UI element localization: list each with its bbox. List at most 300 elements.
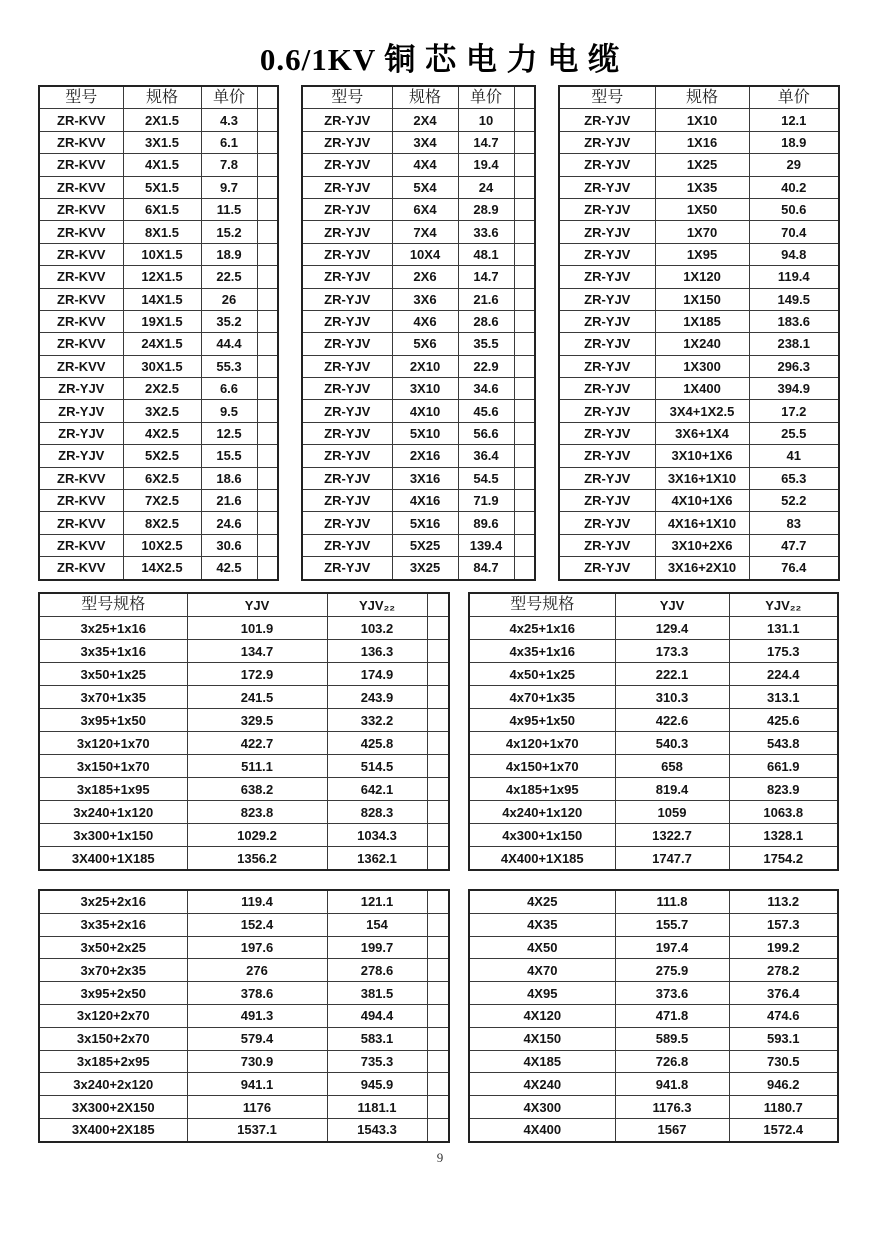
empty-cell bbox=[514, 355, 535, 377]
empty-cell bbox=[514, 154, 535, 176]
table-row bbox=[469, 732, 838, 755]
cell: 3x35+2x16 bbox=[39, 913, 187, 936]
cell: 735.3 bbox=[327, 1050, 427, 1073]
cell: 4X16+1X10 bbox=[655, 512, 749, 534]
cell: 4X400 bbox=[469, 1118, 615, 1141]
cell: 373.6 bbox=[615, 982, 729, 1005]
table-row bbox=[39, 176, 278, 198]
cell: 14X2.5 bbox=[123, 557, 201, 580]
cell: 5X6 bbox=[392, 333, 458, 355]
cell: 5X2.5 bbox=[123, 445, 201, 467]
table-row bbox=[39, 131, 278, 153]
cell: 121.1 bbox=[327, 890, 427, 913]
cell: 3x70+1x35 bbox=[39, 686, 187, 709]
table-row bbox=[469, 801, 838, 824]
cell: 1567 bbox=[615, 1118, 729, 1141]
cell: 1059 bbox=[615, 801, 729, 824]
empty-cell bbox=[514, 176, 535, 198]
empty-cell bbox=[514, 378, 535, 400]
cell: 589.5 bbox=[615, 1027, 729, 1050]
column-header: 规格 bbox=[655, 86, 749, 109]
cell: 3x120+1x70 bbox=[39, 732, 187, 755]
cell: 3X6+1X4 bbox=[655, 422, 749, 444]
table-row bbox=[559, 378, 839, 400]
table-row bbox=[39, 709, 449, 732]
table-row bbox=[39, 1050, 449, 1073]
cell: 638.2 bbox=[187, 778, 327, 801]
table-row bbox=[302, 154, 535, 176]
cell: 9.5 bbox=[201, 400, 257, 422]
cell: 1X400 bbox=[655, 378, 749, 400]
table-row bbox=[302, 198, 535, 220]
cell: 823.8 bbox=[187, 801, 327, 824]
cell: 136.3 bbox=[327, 640, 427, 663]
cell: 4X1.5 bbox=[123, 154, 201, 176]
table-row bbox=[469, 847, 838, 871]
cell: 275.9 bbox=[615, 959, 729, 982]
empty-cell bbox=[514, 534, 535, 556]
empty-cell bbox=[427, 1027, 449, 1050]
cell: 278.2 bbox=[729, 959, 838, 982]
cell: ZR-YJV bbox=[559, 198, 655, 220]
empty-cell bbox=[427, 982, 449, 1005]
cell: 658 bbox=[615, 755, 729, 778]
table-row bbox=[39, 378, 278, 400]
cell: 1034.3 bbox=[327, 824, 427, 847]
cell: 157.3 bbox=[729, 913, 838, 936]
cell: 1029.2 bbox=[187, 824, 327, 847]
cell: 154 bbox=[327, 913, 427, 936]
cell: ZR-YJV bbox=[302, 266, 392, 288]
empty-cell bbox=[514, 445, 535, 467]
cell: 3X300+2X150 bbox=[39, 1096, 187, 1119]
cell: 30X1.5 bbox=[123, 355, 201, 377]
empty-cell bbox=[427, 959, 449, 982]
cell: 5X4 bbox=[392, 176, 458, 198]
table-row bbox=[469, 686, 838, 709]
empty-cell bbox=[427, 778, 449, 801]
page-title: 0.6/1KV 铜 芯 电 力 电 缆 bbox=[259, 42, 621, 77]
empty-cell bbox=[257, 445, 278, 467]
empty-cell bbox=[427, 640, 449, 663]
table-row bbox=[39, 755, 449, 778]
table-row bbox=[39, 310, 278, 332]
empty-cell bbox=[514, 422, 535, 444]
cell: 1543.3 bbox=[327, 1118, 427, 1141]
column-header: 型号规格 bbox=[469, 593, 615, 617]
cell: 4x95+1x50 bbox=[469, 709, 615, 732]
table-row bbox=[39, 355, 278, 377]
cell: ZR-YJV bbox=[302, 243, 392, 265]
cell: 197.6 bbox=[187, 936, 327, 959]
cell: 14X1.5 bbox=[123, 288, 201, 310]
cell: 42.5 bbox=[201, 557, 257, 580]
cell: 4x150+1x70 bbox=[469, 755, 615, 778]
empty-cell bbox=[427, 732, 449, 755]
cell: 12.5 bbox=[201, 422, 257, 444]
yjv-price-tables-section-2 bbox=[38, 889, 839, 1143]
table-row bbox=[39, 890, 449, 913]
empty-cell bbox=[257, 109, 278, 131]
cell: 2X2.5 bbox=[123, 378, 201, 400]
cell: 83 bbox=[749, 512, 839, 534]
empty-cell bbox=[257, 131, 278, 153]
cell: 199.7 bbox=[327, 936, 427, 959]
cell: 1X70 bbox=[655, 221, 749, 243]
cell: 4X70 bbox=[469, 959, 615, 982]
cell: 71.9 bbox=[458, 490, 514, 512]
cell: 24.6 bbox=[201, 512, 257, 534]
column-header: YJV bbox=[187, 593, 327, 617]
price-table-3core-plus-2 bbox=[38, 889, 450, 1143]
table-row bbox=[469, 936, 838, 959]
table-row bbox=[469, 982, 838, 1005]
cell: 45.6 bbox=[458, 400, 514, 422]
table-row bbox=[39, 801, 449, 824]
table-row bbox=[39, 198, 278, 220]
cell: 2X10 bbox=[392, 355, 458, 377]
cell: 94.8 bbox=[749, 243, 839, 265]
table-row bbox=[302, 422, 535, 444]
cell: 89.6 bbox=[458, 512, 514, 534]
cell: 19.4 bbox=[458, 154, 514, 176]
cell: 3x185+2x95 bbox=[39, 1050, 187, 1073]
table-row bbox=[469, 824, 838, 847]
column-header: 型号规格 bbox=[39, 593, 187, 617]
cell: ZR-YJV bbox=[559, 490, 655, 512]
table-row bbox=[39, 617, 449, 640]
table-row bbox=[559, 534, 839, 556]
cell: ZR-YJV bbox=[559, 131, 655, 153]
cell: 28.6 bbox=[458, 310, 514, 332]
table-row bbox=[559, 221, 839, 243]
cell: 3x300+1x150 bbox=[39, 824, 187, 847]
cell: 4X10+1X6 bbox=[655, 490, 749, 512]
cell: 579.4 bbox=[187, 1027, 327, 1050]
table-row bbox=[302, 467, 535, 489]
column-header: YJV₂₂ bbox=[327, 593, 427, 617]
cell: 54.5 bbox=[458, 467, 514, 489]
cell: 131.1 bbox=[729, 617, 838, 640]
cell: ZR-YJV bbox=[559, 557, 655, 580]
cell: ZR-YJV bbox=[302, 400, 392, 422]
cell: ZR-YJV bbox=[302, 445, 392, 467]
table-row bbox=[39, 982, 449, 1005]
cell: 65.3 bbox=[749, 467, 839, 489]
cell: 4X300 bbox=[469, 1096, 615, 1119]
table-row bbox=[469, 755, 838, 778]
cell: ZR-YJV bbox=[302, 422, 392, 444]
table-row bbox=[302, 176, 535, 198]
cell: ZR-KVV bbox=[39, 512, 123, 534]
empty-cell bbox=[257, 86, 278, 109]
cell: 33.6 bbox=[458, 221, 514, 243]
cell: 3X10 bbox=[392, 378, 458, 400]
table-row bbox=[302, 109, 535, 131]
cell: 10 bbox=[458, 109, 514, 131]
cell: ZR-YJV bbox=[559, 467, 655, 489]
cell: ZR-YJV bbox=[559, 355, 655, 377]
table-row bbox=[559, 445, 839, 467]
cell: ZR-YJV bbox=[302, 355, 392, 377]
cell: 6.6 bbox=[201, 378, 257, 400]
cell: 471.8 bbox=[615, 1004, 729, 1027]
cell: 540.3 bbox=[615, 732, 729, 755]
cell: 1X25 bbox=[655, 154, 749, 176]
cell: 1537.1 bbox=[187, 1118, 327, 1141]
empty-cell bbox=[257, 288, 278, 310]
cell: 332.2 bbox=[327, 709, 427, 732]
cell: 172.9 bbox=[187, 663, 327, 686]
empty-cell bbox=[427, 801, 449, 824]
empty-cell bbox=[514, 109, 535, 131]
cell: 22.9 bbox=[458, 355, 514, 377]
cell: 376.4 bbox=[729, 982, 838, 1005]
cell: ZR-KVV bbox=[39, 534, 123, 556]
cell: ZR-YJV bbox=[559, 310, 655, 332]
price-table-4core-plus-1 bbox=[468, 592, 839, 871]
table-row bbox=[39, 686, 449, 709]
cell: 8X2.5 bbox=[123, 512, 201, 534]
cell: 199.2 bbox=[729, 936, 838, 959]
cell: 22.5 bbox=[201, 266, 257, 288]
cell: 8X1.5 bbox=[123, 221, 201, 243]
table-row bbox=[559, 467, 839, 489]
empty-cell bbox=[514, 221, 535, 243]
empty-cell bbox=[514, 131, 535, 153]
cell: 1362.1 bbox=[327, 847, 427, 871]
table-row bbox=[559, 557, 839, 580]
cell: 726.8 bbox=[615, 1050, 729, 1073]
cell: 25.5 bbox=[749, 422, 839, 444]
cell: 18.9 bbox=[749, 131, 839, 153]
cell: 4X400+1X185 bbox=[469, 847, 615, 871]
cell: ZR-KVV bbox=[39, 288, 123, 310]
table-row bbox=[469, 617, 838, 640]
table-row bbox=[469, 1118, 838, 1141]
cell: 10X2.5 bbox=[123, 534, 201, 556]
cell: 5X10 bbox=[392, 422, 458, 444]
cell: ZR-KVV bbox=[39, 490, 123, 512]
cell: 1747.7 bbox=[615, 847, 729, 871]
cell: 44.4 bbox=[201, 333, 257, 355]
cell: 5X25 bbox=[392, 534, 458, 556]
empty-cell bbox=[514, 512, 535, 534]
table-row bbox=[39, 534, 278, 556]
cell: 50.6 bbox=[749, 198, 839, 220]
cell: ZR-YJV bbox=[302, 378, 392, 400]
cell: 511.1 bbox=[187, 755, 327, 778]
table-row bbox=[39, 1118, 449, 1141]
table-row bbox=[39, 1073, 449, 1096]
empty-cell bbox=[427, 663, 449, 686]
empty-cell bbox=[427, 1096, 449, 1119]
cell: 1063.8 bbox=[729, 801, 838, 824]
column-header: 型号 bbox=[302, 86, 392, 109]
cell: 34.6 bbox=[458, 378, 514, 400]
cell: 1X240 bbox=[655, 333, 749, 355]
cell: 3x95+2x50 bbox=[39, 982, 187, 1005]
cell: 4x35+1x16 bbox=[469, 640, 615, 663]
empty-cell bbox=[257, 266, 278, 288]
cell: 3X6 bbox=[392, 288, 458, 310]
cell: ZR-KVV bbox=[39, 333, 123, 355]
cell: 15.5 bbox=[201, 445, 257, 467]
cell: 35.2 bbox=[201, 310, 257, 332]
cell: ZR-YJV bbox=[559, 378, 655, 400]
cell: ZR-YJV bbox=[559, 422, 655, 444]
cell: 946.2 bbox=[729, 1073, 838, 1096]
cell: 730.5 bbox=[729, 1050, 838, 1073]
empty-cell bbox=[257, 557, 278, 580]
empty-cell bbox=[427, 1073, 449, 1096]
table-row bbox=[559, 333, 839, 355]
cell: ZR-YJV bbox=[302, 333, 392, 355]
table-row bbox=[302, 490, 535, 512]
column-header: 单价 bbox=[201, 86, 257, 109]
cell: 422.7 bbox=[187, 732, 327, 755]
cell: ZR-YJV bbox=[559, 243, 655, 265]
cell: 35.5 bbox=[458, 333, 514, 355]
cell: 3X2.5 bbox=[123, 400, 201, 422]
table-row bbox=[469, 890, 838, 913]
cell: 3x150+2x70 bbox=[39, 1027, 187, 1050]
empty-cell bbox=[257, 154, 278, 176]
cell: 4X150 bbox=[469, 1027, 615, 1050]
empty-cell bbox=[514, 557, 535, 580]
table-row bbox=[39, 333, 278, 355]
cell: ZR-KVV bbox=[39, 243, 123, 265]
cell: ZR-YJV bbox=[302, 221, 392, 243]
cell: 4x120+1x70 bbox=[469, 732, 615, 755]
table-row bbox=[39, 778, 449, 801]
empty-cell bbox=[257, 176, 278, 198]
cell: 642.1 bbox=[327, 778, 427, 801]
cell: 5X16 bbox=[392, 512, 458, 534]
empty-cell bbox=[427, 1004, 449, 1027]
cell: 10X1.5 bbox=[123, 243, 201, 265]
cell: 55.3 bbox=[201, 355, 257, 377]
cell: 4x50+1x25 bbox=[469, 663, 615, 686]
column-header: 型号 bbox=[39, 86, 123, 109]
cell: 4x300+1x150 bbox=[469, 824, 615, 847]
cell: ZR-YJV bbox=[559, 400, 655, 422]
cell: 1X50 bbox=[655, 198, 749, 220]
cell: 6X1.5 bbox=[123, 198, 201, 220]
empty-cell bbox=[427, 847, 449, 871]
cell: 378.6 bbox=[187, 982, 327, 1005]
cell: 28.9 bbox=[458, 198, 514, 220]
cell: 329.5 bbox=[187, 709, 327, 732]
cell: 12X1.5 bbox=[123, 266, 201, 288]
cell: 313.1 bbox=[729, 686, 838, 709]
cell: ZR-KVV bbox=[39, 467, 123, 489]
empty-cell bbox=[514, 198, 535, 220]
cell: 103.2 bbox=[327, 617, 427, 640]
cell: 149.5 bbox=[749, 288, 839, 310]
column-header: 型号 bbox=[559, 86, 655, 109]
cell: ZR-YJV bbox=[559, 176, 655, 198]
cell: 129.4 bbox=[615, 617, 729, 640]
cell: 52.2 bbox=[749, 490, 839, 512]
cell: 514.5 bbox=[327, 755, 427, 778]
empty-cell bbox=[257, 378, 278, 400]
table-row bbox=[39, 422, 278, 444]
cell: 19X1.5 bbox=[123, 310, 201, 332]
cell: 2X4 bbox=[392, 109, 458, 131]
cell: 1176 bbox=[187, 1096, 327, 1119]
table-row bbox=[469, 1050, 838, 1073]
cell: 139.4 bbox=[458, 534, 514, 556]
price-table-3core-plus-1 bbox=[38, 592, 450, 871]
page-number: 9 bbox=[436, 1150, 444, 1165]
cell: 3x25+2x16 bbox=[39, 890, 187, 913]
table-row bbox=[469, 913, 838, 936]
header-row bbox=[302, 86, 535, 109]
cell: 119.4 bbox=[187, 890, 327, 913]
cell: 155.7 bbox=[615, 913, 729, 936]
cell: 1180.7 bbox=[729, 1096, 838, 1119]
price-table-zr-yjv-multicore bbox=[301, 85, 536, 581]
empty-cell bbox=[427, 709, 449, 732]
cell: 1X16 bbox=[655, 131, 749, 153]
table-row bbox=[302, 400, 535, 422]
table-row bbox=[469, 1073, 838, 1096]
cell: 197.4 bbox=[615, 936, 729, 959]
header-row bbox=[559, 86, 839, 109]
cell: 3X16 bbox=[392, 467, 458, 489]
cell: ZR-KVV bbox=[39, 221, 123, 243]
cell: ZR-YJV bbox=[39, 400, 123, 422]
cell: 3x185+1x95 bbox=[39, 778, 187, 801]
cell: 1176.3 bbox=[615, 1096, 729, 1119]
empty-cell bbox=[427, 1050, 449, 1073]
cell: 6X4 bbox=[392, 198, 458, 220]
cell: 24 bbox=[458, 176, 514, 198]
table-row bbox=[559, 154, 839, 176]
cell: 4x70+1x35 bbox=[469, 686, 615, 709]
cell: 3x25+1x16 bbox=[39, 617, 187, 640]
empty-cell bbox=[257, 422, 278, 444]
cell: 30.6 bbox=[201, 534, 257, 556]
cell: 18.9 bbox=[201, 243, 257, 265]
empty-cell bbox=[257, 198, 278, 220]
cell: 1181.1 bbox=[327, 1096, 427, 1119]
cell: ZR-YJV bbox=[559, 154, 655, 176]
column-header: 单价 bbox=[749, 86, 839, 109]
table-row bbox=[302, 355, 535, 377]
cell: 3X10+1X6 bbox=[655, 445, 749, 467]
empty-cell bbox=[514, 266, 535, 288]
table-row bbox=[39, 109, 278, 131]
cell: 10X4 bbox=[392, 243, 458, 265]
cell: 593.1 bbox=[729, 1027, 838, 1050]
cell: 14.7 bbox=[458, 131, 514, 153]
cell: 3x120+2x70 bbox=[39, 1004, 187, 1027]
cell: 1X185 bbox=[655, 310, 749, 332]
cell: 945.9 bbox=[327, 1073, 427, 1096]
cell: 3x50+2x25 bbox=[39, 936, 187, 959]
cell: ZR-KVV bbox=[39, 198, 123, 220]
cell: 278.6 bbox=[327, 959, 427, 982]
table-row bbox=[302, 445, 535, 467]
cell: 4X6 bbox=[392, 310, 458, 332]
table-row bbox=[559, 109, 839, 131]
empty-cell bbox=[257, 355, 278, 377]
cell: 310.3 bbox=[615, 686, 729, 709]
empty-cell bbox=[427, 593, 449, 617]
cell: 3X25 bbox=[392, 557, 458, 580]
